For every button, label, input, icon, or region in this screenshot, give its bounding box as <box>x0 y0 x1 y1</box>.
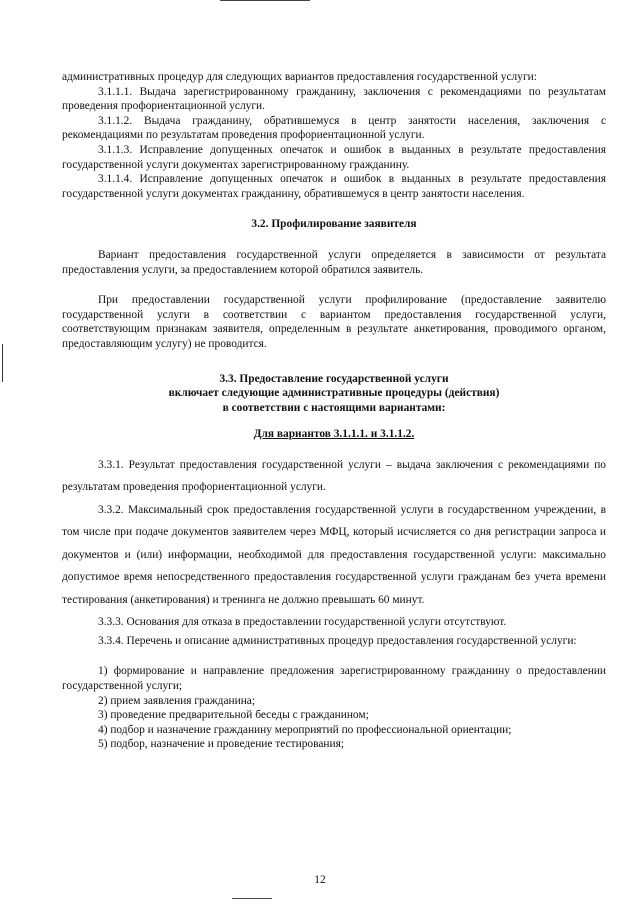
section-3-2-para-1: Вариант предоставления государственной услуги определяется в зависимости от результата предоставления услуги, за предоставлением которой обратился заявитель. <box>62 248 606 276</box>
section-3-3-heading-line-1: 3.3. Предоставление государственной услуги <box>219 372 449 385</box>
section-3-2-para-2: При предоставлении государственной услуги профилирование (предоставление заявителю государственной услуги в соответствии с вариантом предоставления государственной услуги, соответствующим признакам заявителя, определенным в результате анкетирования, проводимого органом, предоставляющим услугу) не проводится. <box>62 294 606 350</box>
page-number: 12 <box>314 874 326 886</box>
section-3-3-subheading: Для вариантов 3.1.1.1. и 3.1.1.2. <box>253 428 415 441</box>
document-page <box>62 70 606 752</box>
para-3-3-1: 3.3.1. Результат предоставления государственной услуги – выдача заключения с рекомендациями по результатам проведения профориентационной услуги. <box>62 458 606 494</box>
list-item: 4) подбор и назначение гражданину мероприятий по профессиональной ориентации; <box>98 723 512 736</box>
para-3-3-3: 3.3.3. Основания для отказа в предоставлении государственной услуги отсутствуют. <box>98 616 507 629</box>
variant-3: 3.1.1.3. Исправление допущенных опечаток и ошибок в выданных в результате предоставления государственной услуги документах зарегистрированному гражданину. <box>62 143 606 171</box>
variant-1: 3.1.1.1. Выдача зарегистрированному гражданину, заключения с рекомендациями по результатам проведения профориентационной услуги. <box>62 85 606 113</box>
top-rule <box>220 0 310 1</box>
list-item: 1) формирование и направление предложения зарегистрированному гражданину о предоставлении государственной услуги; <box>62 665 606 693</box>
bottom-rule <box>232 898 272 899</box>
list-item: 3) проведение предварительной беседы с гражданином; <box>98 709 369 722</box>
procedure-list <box>62 664 606 752</box>
variant-4: 3.1.1.4. Исправление допущенных опечаток и ошибок в выданных в результате предоставления государственной услуги документах гражданину, обратившемуся в центр занятости населения. <box>62 173 606 200</box>
margin-mark <box>2 344 3 382</box>
para-3-3-4: 3.3.4. Перечень и описание административных процедур предоставления государственной услуги: <box>98 634 577 647</box>
list-item: 2) прием заявления гражданина; <box>98 694 256 707</box>
variant-2: 3.1.1.2. Выдача гражданину, обратившемуся в центр занятости населения, заключения с рекомендациями по результатам проведения профориентационной услуги. <box>62 114 606 142</box>
section-3-3-heading-line-3: в соответствии с настоящими вариантами: <box>222 401 446 414</box>
section-3-3-heading-line-2: включает следующие административные процедуры (действия) <box>168 387 500 400</box>
list-item: 5) подбор, назначение и проведение тестирования; <box>98 738 345 751</box>
section-3-2-heading: 3.2. Профилирование заявителя <box>251 218 417 231</box>
para-3-3-2: 3.3.2. Максимальный срок предоставления государственной услуги в государственном учреждении, в том числе при подаче документов заявителем через МФЦ, который исчисляется со дня регистрации запроса и документов и (или) информации, необходимой для предоставления государственной услуги: максимально допустимое время непосредственного предоставления государственной услуги гражданам без учета времени тестирования (анкетирования) и тренинга не должно превышать 60 минут. <box>62 503 606 606</box>
intro-line: административных процедур для следующих вариантов предоставления государственной услуги: <box>62 71 537 83</box>
